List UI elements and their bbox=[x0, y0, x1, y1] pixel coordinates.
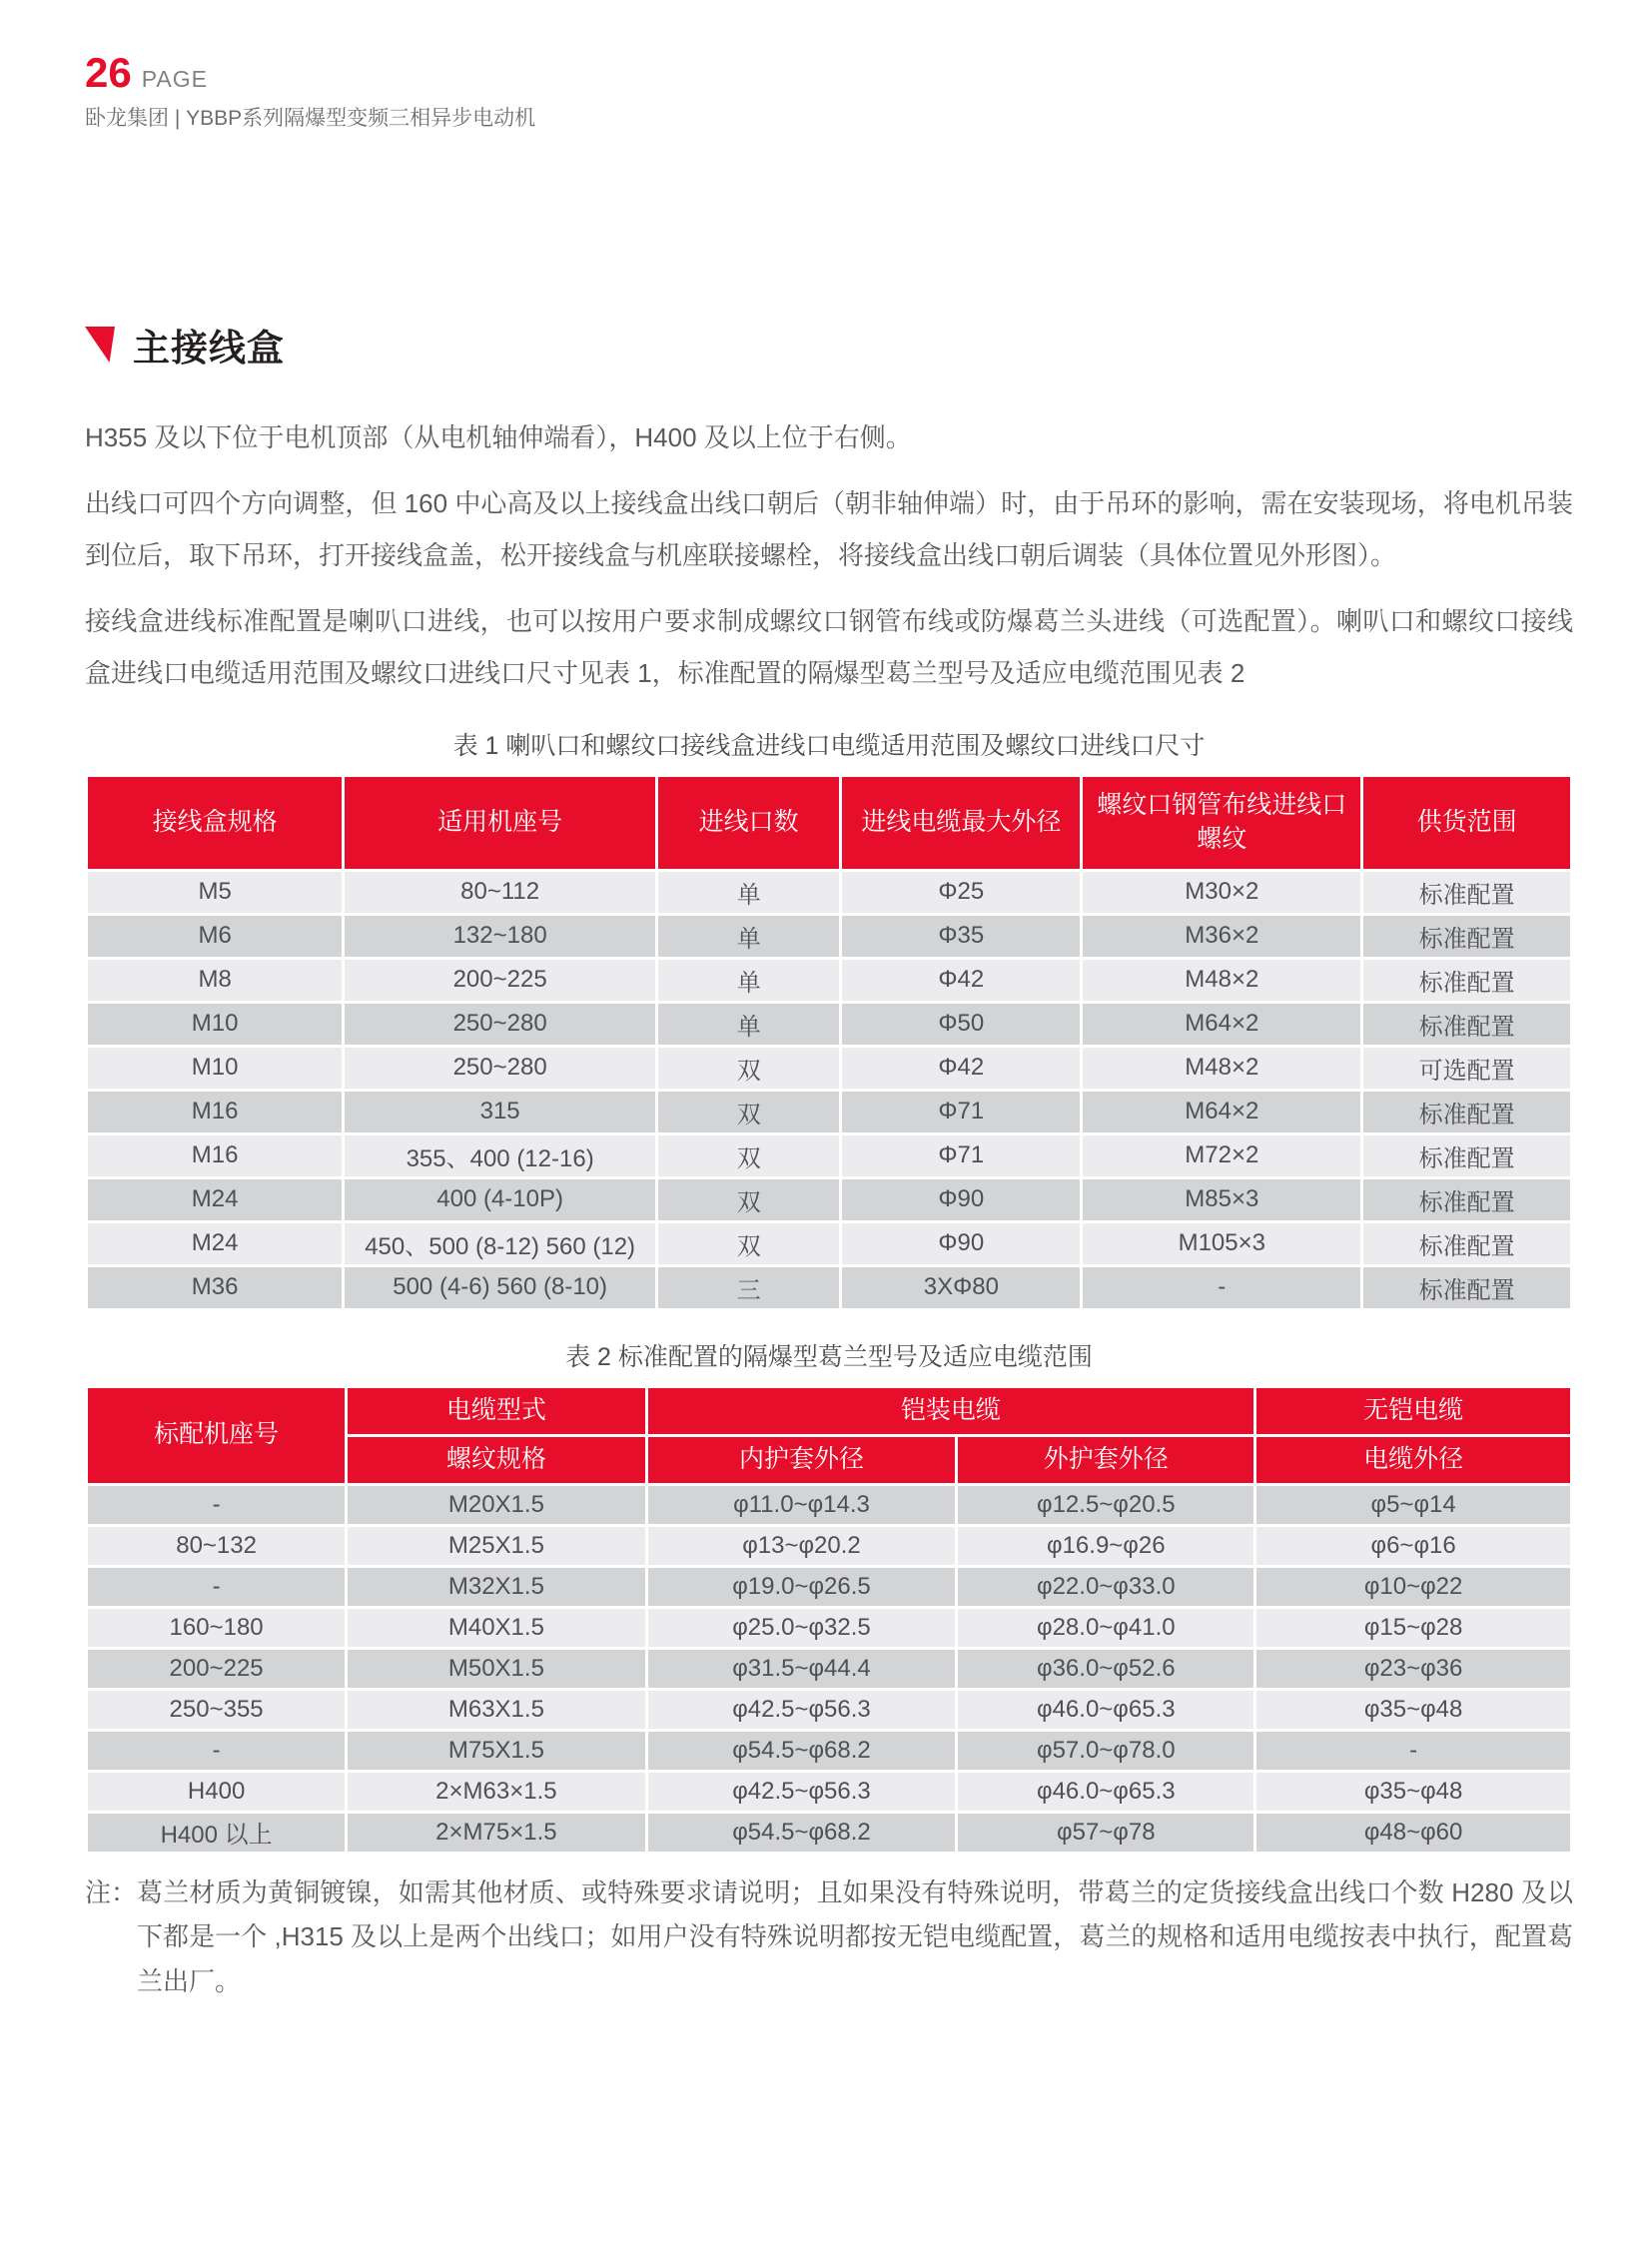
table-cell: M36×2 bbox=[1082, 914, 1362, 958]
table-cell: Φ42 bbox=[841, 958, 1082, 1002]
table-cell: φ54.5~φ68.2 bbox=[646, 1730, 957, 1771]
table-cell: 可选配置 bbox=[1362, 1046, 1572, 1090]
table-row bbox=[87, 1525, 1572, 1566]
table1 bbox=[85, 774, 1573, 1311]
table-cell: 2×M63×1.5 bbox=[347, 1771, 646, 1812]
table-cell: 80~112 bbox=[344, 870, 657, 914]
table-cell: Φ71 bbox=[841, 1133, 1082, 1177]
table-cell: φ19.0~φ26.5 bbox=[646, 1566, 957, 1607]
table-cell: φ28.0~φ41.0 bbox=[957, 1607, 1255, 1648]
table-cell: H400 bbox=[87, 1771, 347, 1812]
table-row bbox=[87, 1812, 1572, 1853]
table-cell: φ42.5~φ56.3 bbox=[646, 1771, 957, 1812]
table-cell: M48×2 bbox=[1082, 958, 1362, 1002]
table-cell: M105×3 bbox=[1082, 1221, 1362, 1265]
table-cell: φ10~φ22 bbox=[1255, 1566, 1572, 1607]
page-header bbox=[85, 49, 1573, 132]
table-cell: M64×2 bbox=[1082, 1002, 1362, 1046]
document-subtitle: 卧龙集团 | YBBP系列隔爆型变频三相异步电动机 bbox=[85, 107, 536, 130]
table-row bbox=[87, 958, 1572, 1002]
page-number-line bbox=[85, 49, 1573, 96]
table-cell: M20X1.5 bbox=[347, 1484, 646, 1525]
table-row bbox=[87, 1689, 1572, 1730]
footnote-text: 葛兰材质为黄铜镀镍，如需其他材质、或特殊要求请说明；且如果没有特殊说明，带葛兰的定货接线盒出线口个数 H280 及以下都是一个 ,H315 及以上是两个出线口；如用户没有特殊说明都按无铠电缆配置，葛兰的规格和适用电缆按表中执行，配置葛兰出厂。 bbox=[137, 1876, 1573, 1997]
table-cell: M5 bbox=[87, 870, 344, 914]
table-cell: 双 bbox=[657, 1046, 841, 1090]
table2-header-cell: 螺纹规格 bbox=[347, 1435, 646, 1484]
table-cell: Φ25 bbox=[841, 870, 1082, 914]
table1-header-cell: 接线盒规格 bbox=[87, 775, 344, 870]
table-cell: M16 bbox=[87, 1133, 344, 1177]
table-cell: φ35~φ48 bbox=[1255, 1771, 1572, 1812]
table-row bbox=[87, 914, 1572, 958]
table2-header-cell: 无铠电缆 bbox=[1255, 1386, 1572, 1435]
footnote bbox=[85, 1870, 1573, 2004]
table-cell: - bbox=[87, 1566, 347, 1607]
table-cell: 标准配置 bbox=[1362, 1133, 1572, 1177]
table2-header-cell: 电缆外径 bbox=[1255, 1435, 1572, 1484]
table-cell: Φ35 bbox=[841, 914, 1082, 958]
table-cell: M75X1.5 bbox=[347, 1730, 646, 1771]
table-cell: φ11.0~φ14.3 bbox=[646, 1484, 957, 1525]
table-row bbox=[87, 1177, 1572, 1221]
table2-header-cell: 内护套外径 bbox=[646, 1435, 957, 1484]
table-cell: 双 bbox=[657, 1133, 841, 1177]
paragraph-3: 接线盒进线标准配置是喇叭口进线，也可以按用户要求制成螺纹口钢管布线或防爆葛兰头进线（可选配置）。喇叭口和螺纹口接线盒进线口电缆适用范围及螺纹口进线口尺寸见表 1，标准配置的隔爆型葛兰型号及适应电缆范围见表 2 bbox=[85, 605, 1573, 689]
table-cell: 132~180 bbox=[344, 914, 657, 958]
table-row bbox=[87, 1607, 1572, 1648]
table-cell: M72×2 bbox=[1082, 1133, 1362, 1177]
table-cell: 标准配置 bbox=[1362, 1002, 1572, 1046]
table-cell: Φ71 bbox=[841, 1090, 1082, 1133]
table-cell: M10 bbox=[87, 1046, 344, 1090]
table-cell: M32X1.5 bbox=[347, 1566, 646, 1607]
page-number: 26 bbox=[85, 49, 132, 96]
table-cell: M6 bbox=[87, 914, 344, 958]
table1-header-cell: 进线口数 bbox=[657, 775, 841, 870]
table-cell: 单 bbox=[657, 870, 841, 914]
table-cell: 双 bbox=[657, 1090, 841, 1133]
table-cell: M85×3 bbox=[1082, 1177, 1362, 1221]
table-cell: 三 bbox=[657, 1265, 841, 1309]
table-cell: 标准配置 bbox=[1362, 958, 1572, 1002]
table-cell: Φ42 bbox=[841, 1046, 1082, 1090]
table-cell: φ13~φ20.2 bbox=[646, 1525, 957, 1566]
table-cell: H400 以上 bbox=[87, 1812, 347, 1853]
table-cell: φ15~φ28 bbox=[1255, 1607, 1572, 1648]
table-cell: φ36.0~φ52.6 bbox=[957, 1648, 1255, 1689]
table-cell: 双 bbox=[657, 1177, 841, 1221]
table-cell: 标准配置 bbox=[1362, 914, 1572, 958]
table-cell: M24 bbox=[87, 1177, 344, 1221]
table2-header-cell: 铠装电缆 bbox=[646, 1386, 1255, 1435]
table-cell: M64×2 bbox=[1082, 1090, 1362, 1133]
table-cell: φ46.0~φ65.3 bbox=[957, 1771, 1255, 1812]
table-cell: 250~355 bbox=[87, 1689, 347, 1730]
table1-header-cell: 进线电缆最大外径 bbox=[841, 775, 1082, 870]
footnote-label: 注： bbox=[85, 1876, 138, 1907]
table-cell: M48×2 bbox=[1082, 1046, 1362, 1090]
table-cell: M36 bbox=[87, 1265, 344, 1309]
table-row bbox=[87, 1566, 1572, 1607]
table-cell: 3XΦ80 bbox=[841, 1265, 1082, 1309]
table-row bbox=[87, 1771, 1572, 1812]
table1-caption: 表 1 喇叭口和螺纹口接线盒进线口电缆适用范围及螺纹口进线口尺寸 bbox=[452, 731, 1206, 760]
table-cell: φ25.0~φ32.5 bbox=[646, 1607, 957, 1648]
table-cell: 400 (4-10P) bbox=[344, 1177, 657, 1221]
table-cell: - bbox=[1255, 1730, 1572, 1771]
table-cell: M8 bbox=[87, 958, 344, 1002]
table-cell: 单 bbox=[657, 958, 841, 1002]
table-cell: φ23~φ36 bbox=[1255, 1648, 1572, 1689]
paragraph-2: 出线口可四个方向调整，但 160 中心高及以上接线盒出线口朝后（朝非轴伸端）时，由于吊环的影响，需在安装现场，将电机吊装到位后，取下吊环，打开接线盒盖，松开接线盒与机座联接螺栓，将接线盒出线口朝后调装（具体位置见外形图）。 bbox=[85, 487, 1573, 571]
table-cell: 315 bbox=[344, 1090, 657, 1133]
table-row bbox=[87, 1002, 1572, 1046]
table-cell: 标准配置 bbox=[1362, 1090, 1572, 1133]
table-cell: M10 bbox=[87, 1002, 344, 1046]
table-cell: φ48~φ60 bbox=[1255, 1812, 1572, 1853]
table-cell: - bbox=[87, 1484, 347, 1525]
table-row bbox=[87, 1484, 1572, 1525]
table2-header-cell: 电缆型式 bbox=[347, 1386, 646, 1435]
table2 bbox=[85, 1385, 1573, 1855]
table1-header-cell: 供货范围 bbox=[1362, 775, 1572, 870]
table-cell: 250~280 bbox=[344, 1002, 657, 1046]
table-cell: 80~132 bbox=[87, 1525, 347, 1566]
table-cell: Φ90 bbox=[841, 1221, 1082, 1265]
table-cell: φ42.5~φ56.3 bbox=[646, 1689, 957, 1730]
table-cell: 标准配置 bbox=[1362, 1221, 1572, 1265]
table-cell: M25X1.5 bbox=[347, 1525, 646, 1566]
table-row bbox=[87, 1730, 1572, 1771]
table-cell: 单 bbox=[657, 1002, 841, 1046]
table2-header-row-top bbox=[87, 1386, 1572, 1435]
section-heading bbox=[85, 318, 1573, 372]
table2-header-cell: 外护套外径 bbox=[957, 1435, 1255, 1484]
table-cell: φ57.0~φ78.0 bbox=[957, 1730, 1255, 1771]
table-cell: M24 bbox=[87, 1221, 344, 1265]
table-cell: φ16.9~φ26 bbox=[957, 1525, 1255, 1566]
table1-header-cell: 螺纹口钢管布线进线口螺纹 bbox=[1082, 775, 1362, 870]
table-cell: M40X1.5 bbox=[347, 1607, 646, 1648]
table-row bbox=[87, 1265, 1572, 1309]
table-cell: M50X1.5 bbox=[347, 1648, 646, 1689]
table2-caption: 表 2 标准配置的隔爆型葛兰型号及适应电缆范围 bbox=[565, 1342, 1093, 1371]
table-cell: - bbox=[87, 1730, 347, 1771]
table-cell: φ22.0~φ33.0 bbox=[957, 1566, 1255, 1607]
table-cell: M30×2 bbox=[1082, 870, 1362, 914]
page-number-label: PAGE bbox=[141, 66, 208, 92]
table-cell: 2×M75×1.5 bbox=[347, 1812, 646, 1853]
table1-header-row bbox=[87, 775, 1572, 870]
table-cell: φ57~φ78 bbox=[957, 1812, 1255, 1853]
table-cell: 标准配置 bbox=[1362, 1177, 1572, 1221]
table-cell: Φ90 bbox=[841, 1177, 1082, 1221]
table-cell: φ54.5~φ68.2 bbox=[646, 1812, 957, 1853]
table-cell: φ46.0~φ65.3 bbox=[957, 1689, 1255, 1730]
table-cell: φ5~φ14 bbox=[1255, 1484, 1572, 1525]
table-cell: - bbox=[1082, 1265, 1362, 1309]
table-cell: 355、400 (12-16) bbox=[344, 1133, 657, 1177]
table-cell: 单 bbox=[657, 914, 841, 958]
table-cell: 标准配置 bbox=[1362, 1265, 1572, 1309]
table-cell: 标准配置 bbox=[1362, 870, 1572, 914]
table-cell: 200~225 bbox=[344, 958, 657, 1002]
section-marker-triangle-icon bbox=[85, 327, 115, 363]
table-cell: M63X1.5 bbox=[347, 1689, 646, 1730]
table-cell: φ35~φ48 bbox=[1255, 1689, 1572, 1730]
section-title: 主接线盒 bbox=[133, 328, 285, 369]
table1-header-cell: 适用机座号 bbox=[344, 775, 657, 870]
table-cell: Φ50 bbox=[841, 1002, 1082, 1046]
table-row bbox=[87, 1046, 1572, 1090]
table2-header-cell: 标配机座号 bbox=[87, 1386, 347, 1484]
table-cell: M16 bbox=[87, 1090, 344, 1133]
table-cell: 450、500 (8-12) 560 (12) bbox=[344, 1221, 657, 1265]
table-cell: 250~280 bbox=[344, 1046, 657, 1090]
table-row bbox=[87, 1133, 1572, 1177]
table-row bbox=[87, 870, 1572, 914]
table-cell: φ12.5~φ20.5 bbox=[957, 1484, 1255, 1525]
body-text bbox=[85, 411, 1573, 700]
table-row bbox=[87, 1648, 1572, 1689]
table-row bbox=[87, 1090, 1572, 1133]
table-cell: 双 bbox=[657, 1221, 841, 1265]
table-cell: φ6~φ16 bbox=[1255, 1525, 1572, 1566]
table-cell: 500 (4-6) 560 (8-10) bbox=[344, 1265, 657, 1309]
table-cell: 200~225 bbox=[87, 1648, 347, 1689]
paragraph-1: H355 及以下位于电机顶部（从电机轴伸端看），H400 及以上位于右侧。 bbox=[85, 422, 912, 452]
table-row bbox=[87, 1221, 1572, 1265]
table-cell: 160~180 bbox=[87, 1607, 347, 1648]
table-cell: φ31.5~φ44.4 bbox=[646, 1648, 957, 1689]
